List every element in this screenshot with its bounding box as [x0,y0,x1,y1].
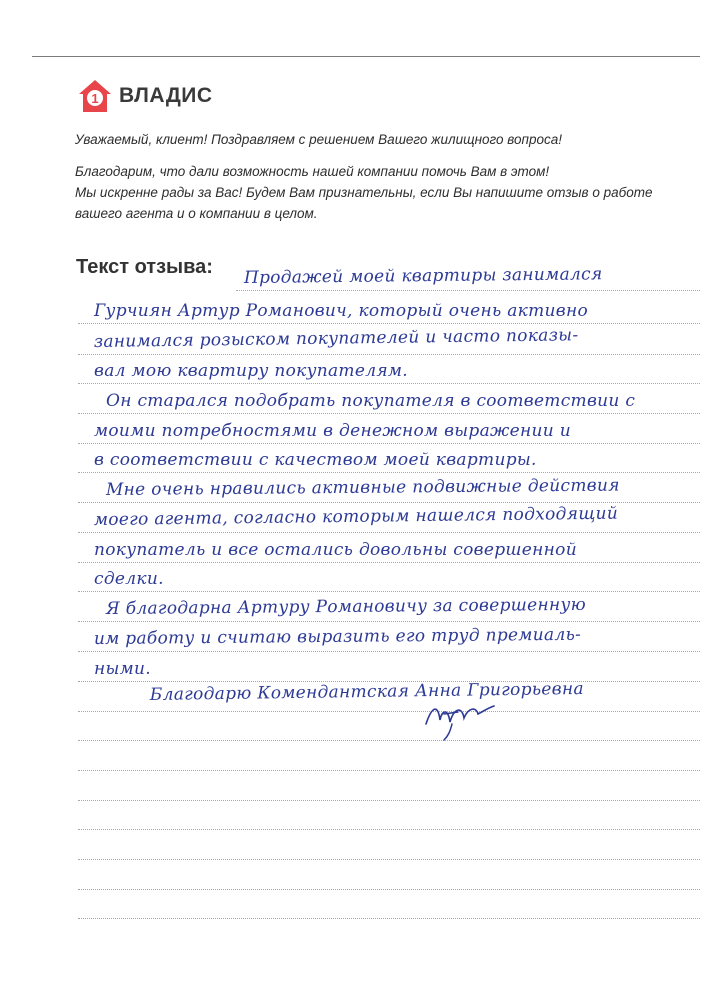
writing-line [78,770,700,771]
writing-line [78,562,700,563]
handwritten-line: вал мою квартиру покупателям. [94,361,408,381]
handwritten-line: Гурчиян Артур Романович, который очень активно [94,301,588,321]
writing-line [78,354,700,355]
handwritten-line: моего агента, согласно которым нашелся подходящий [93,503,619,530]
writing-line [78,383,700,384]
company-name: ВЛАДИС [119,84,213,107]
writing-line [78,740,700,741]
intro-line: Благодарим, что дали возможность нашей компании помочь Вам в этом! [75,164,550,179]
handwritten-line: Он старался подобрать покупателя в соответствии с [106,391,636,411]
handwritten-line: сделки. [94,569,164,589]
logo-digit: 1 [91,91,99,106]
handwritten-line: в соответствии с качеством моей квартиры. [94,450,537,470]
handwritten-line: занимался розыском покупателей и часто показы- [93,325,579,352]
handwritten-line: Я благодарна Артуру Романовичу за совершенную [105,594,587,619]
handwritten-line: покупатель и все остались довольны совершенной [94,540,577,560]
writing-line [78,591,700,592]
writing-line [78,711,700,712]
writing-line [236,290,700,291]
writing-line [78,918,700,919]
handwritten-line: Мне очень нравились активные подвижные действия [105,475,620,500]
handwritten-line: ными. [94,659,151,679]
handwritten-line: Продажей моей квартиры занимался [243,264,603,288]
intro-line: Мы искренне рады за Вас! Будем Вам признательны, если Вы напишите отзыв о работе [75,185,653,200]
writing-line [78,323,700,324]
writing-line [78,443,700,444]
intro-line: вашего агента и о компании в целом. [75,206,318,221]
writing-line [78,889,700,890]
writing-line [78,472,700,473]
writing-line [78,413,700,414]
writing-line [78,800,700,801]
review-heading: Текст отзыва: [76,256,213,278]
writing-line [78,532,700,533]
greeting-text: Уважаемый, клиент! Поздравляем с решением Вашего жилищного вопроса! [75,132,562,147]
handwritten-line: моими потребностями в денежном выражении и [94,421,571,441]
writing-line [78,859,700,860]
writing-line [78,651,700,652]
writing-line [78,829,700,830]
signature-mark [418,694,498,742]
handwritten-line: им работу и считаю выразить его труд премиаль- [93,624,582,649]
handwritten-line: Благодарю Комендантская Анна Григорьевна [149,678,584,705]
writing-line [78,621,700,622]
